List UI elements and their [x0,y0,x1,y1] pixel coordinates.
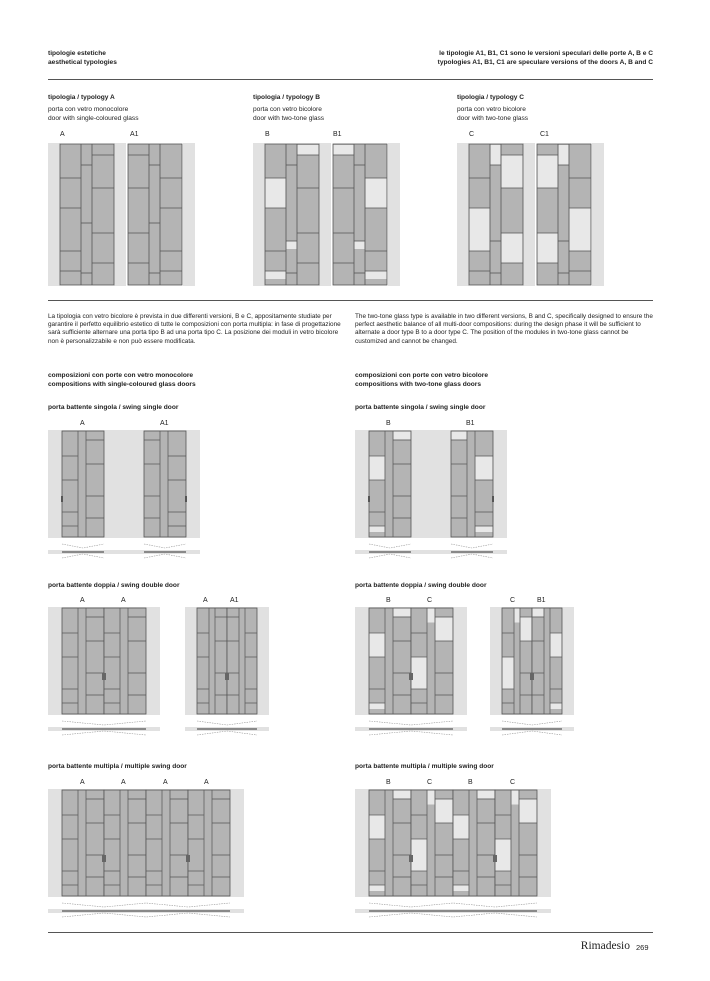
single-left-label-2: A1 [160,420,169,427]
typology-a-line2: door with single-coloured glass [48,115,139,122]
double-right1-label-1: B [386,597,391,604]
double-left2-drawing [185,607,269,737]
typology-a-title: tipologia / typology A [48,94,115,101]
single-right-label-1: B [386,420,391,427]
page-number: 269 [636,943,649,952]
compositions-left-title1: composizioni con porte con vetro monocolore [48,372,194,379]
double-left2-label-2: A1 [230,597,239,604]
section-divider [48,300,653,301]
brand-logo: Rimadesio [580,940,630,952]
multiple-left-drawing [48,789,244,919]
header-right-line2: typologies A1, B1, C1 are speculare versions of the doors A, B and C [437,59,653,66]
typology-b-line1: porta con vetro bicolore [253,106,322,113]
multi-right-label-4: C [510,779,516,786]
double-left1-label-2: A [121,597,126,604]
single-left-title: porta battente singola / swing single door [48,404,179,411]
multi-left-label-1: A [80,779,85,786]
single-right-drawing [355,430,507,560]
header-divider [48,79,653,80]
multiple-left-title: porta battente multipla / multiple swing door [48,763,187,770]
multiple-right-title: porta battente multipla / multiple swing door [355,763,494,770]
single-left-drawing [48,430,200,560]
double-right2-label-2: B1 [537,597,546,604]
body-text-en: The two-tone glass type is available in two different versions, B and C, specifically designed to ensure the perfect aesthetic balance of all multi-door compositions: during the design phase it will be sufficient to alternate a door type B to a door type C. The position of the modules in two-tone glass cannot be customized and cannot be changed. [355,313,653,345]
typology-c1-label: C1 [540,131,549,138]
double-right1-drawing [355,607,467,737]
header-left-line2: aesthetical typologies [48,59,117,66]
footer-divider [48,932,653,933]
multi-left-label-3: A [163,779,168,786]
double-left1-label-1: A [80,597,85,604]
single-right-title: porta battente singola / swing single door [355,404,486,411]
single-right-label-2: B1 [466,420,475,427]
typology-b-line2: door with two-tone glass [253,115,325,122]
double-right-title: porta battente doppia / swing double door [355,582,487,589]
multi-left-label-2: A [121,779,126,786]
multi-left-label-4: A [204,779,209,786]
typology-b1-label: B1 [333,131,342,138]
body-text-it: La tipologia con vetro bicolore è prevista in due differenti versioni, B e C, appositamente studiate per garantire il perfetto equilibrio estetico di tutte le composizioni con porta multipla: in fase di progettazione sarà sufficiente alternare una porta tipo B ad una porta tipo C. La posizione dei moduli in vetro bicolore non è personalizzabile e non può essere modificata. [48,313,341,345]
typology-a1-label: A1 [130,131,139,138]
typology-b-label: B [265,131,270,138]
typology-c-drawing [457,143,607,286]
typology-b-title: tipologia / typology B [253,94,321,101]
compositions-left-title2: compositions with single-coloured glass doors [48,381,196,388]
double-left-title: porta battente doppia / swing double door [48,582,180,589]
header-right-line1: le tipologie A1, B1, C1 sono le versioni speculari delle porte A, B e C [439,50,653,57]
single-left-label-1: A [80,420,85,427]
multi-right-label-3: B [468,779,473,786]
typology-c-line2: door with two-tone glass [457,115,529,122]
typology-b-drawing [253,143,403,286]
double-left2-label-1: A [203,597,208,604]
typology-a-line1: porta con vetro monocolore [48,106,129,113]
typology-a-label: A [60,131,65,138]
header-left-line1: tipologie estetiche [48,50,106,57]
compositions-right-title1: composizioni con porte con vetro bicolore [355,372,488,379]
typology-c-title: tipologia / typology C [457,94,525,101]
multi-right-label-1: B [386,779,391,786]
double-right1-label-2: C [427,597,433,604]
typology-c-line1: porta con vetro bicolore [457,106,526,113]
typology-c-label: C [469,131,475,138]
multi-right-label-2: C [427,779,433,786]
typology-a-drawing [48,143,198,286]
multiple-right-drawing [355,789,551,919]
double-right2-label-1: C [510,597,516,604]
compositions-right-title2: compositions with two-tone glass doors [355,381,482,388]
double-left1-drawing [48,607,160,737]
double-right2-drawing [490,607,574,737]
